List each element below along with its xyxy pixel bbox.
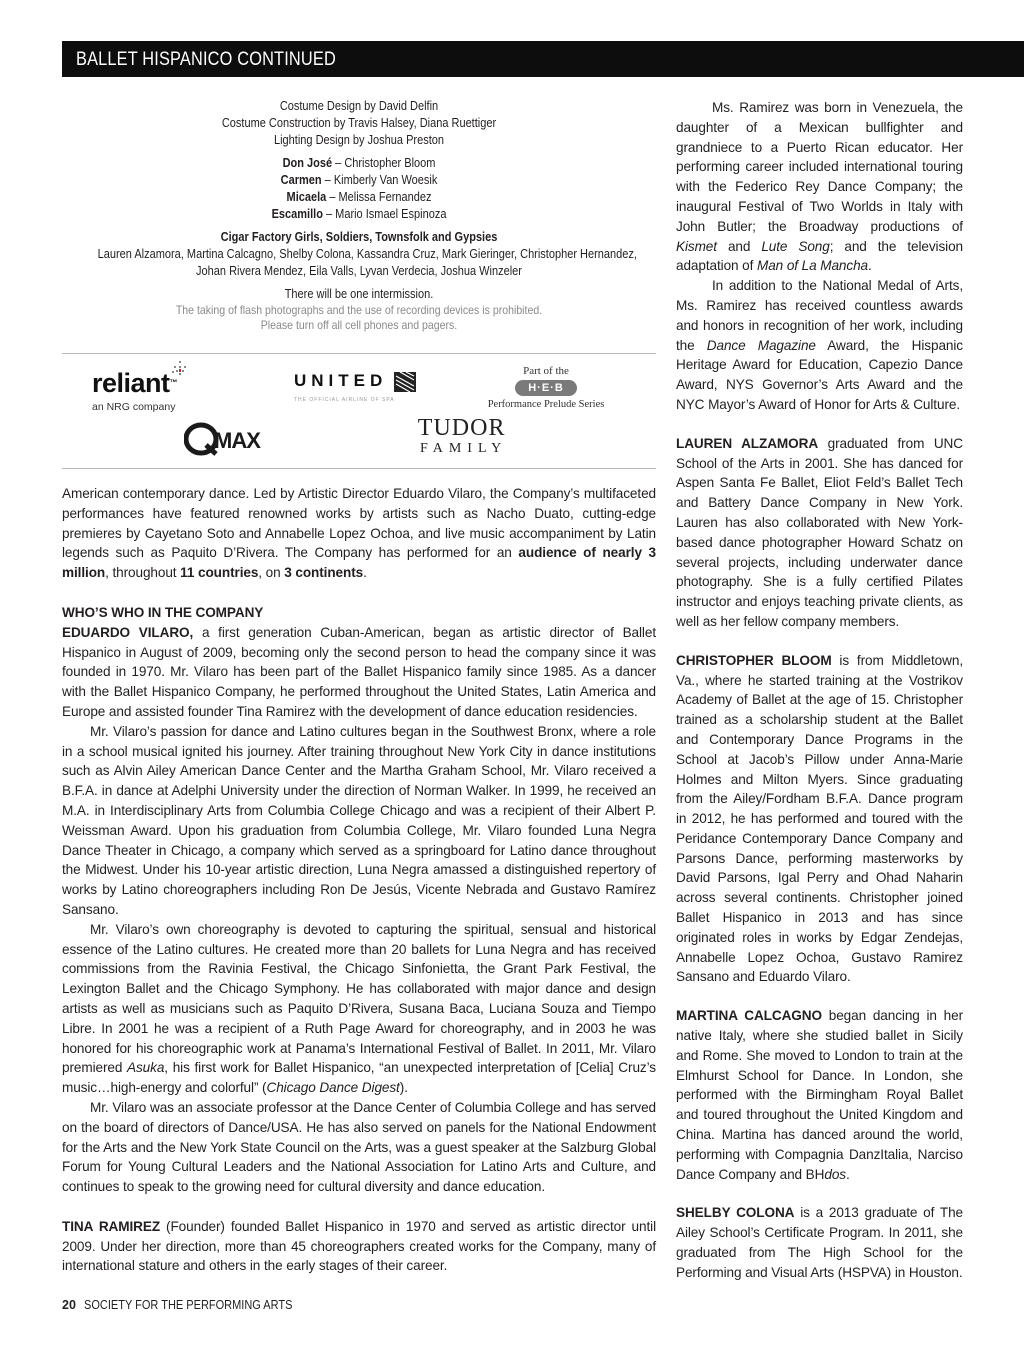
company-intro: American contemporary dance. Led by Artistic Director Eduardo Vilaro, the Company’s multifaceted performances have featured renowned works by artists such as Nacho Duato, cutting-edge premieres by Cayetano Soto and Annabelle Lopez Ochoa, and live music accompaniment by Latin legends such as Paquito D’Rivera. The Company has performed for an audience of nearly 3 million, throughout 11 countries, on 3 continents. [62,486,657,581]
credit-lighting-design: Lighting Design by Joshua Preston [273,133,445,147]
main-column [62,484,656,1276]
audience-highlight: audience of nearly 3 million [62,545,657,581]
cast-dancer: – Melissa Fernandez [326,190,432,204]
heb-prelude-logo [486,365,606,411]
page-number: 20 [62,1298,76,1312]
divider-top [62,353,656,354]
united-logo [294,371,395,403]
right-column [676,98,963,1283]
ensemble-names-line2: Johan Rivera Mendez, Eila Valls, Lyvan Verdecia, Joshua Winzeler [196,264,522,278]
bio-paragraph: Mr. Vilaro was an associate professor at the Dance Center of Columbia College and has served on the board of directors of Dance/USA. He has also served on panels for the National Endowment for the Arts and the New York State Council on the Arts, was a guest speaker at the Salzburg Global Forum for Young Cultural Leaders and the National Association for Latino Arts and Culture, and continues to speak to the growing need for cultural diversity and dance education. [62,1099,656,1195]
bio-tina-ramirez: TINA RAMIREZ (Founder) founded Ballet Hispanico in 1970 and served as artistic director until 2009. Under her direction, more than 45 choreographers created works for the Company, many of international stature and others in the early stages of their career. [62,1218,656,1274]
credit-costume-design: Costume Design by David Delfin [279,99,439,113]
bio-name: TINA RAMIREZ [62,1218,161,1234]
heb-series-name: Performance Prelude Series [487,399,605,410]
bio-name: CHRISTOPHER BLOOM [676,652,832,668]
bio-name: LAUREN ALZAMORA [676,435,819,451]
qmax-logo [184,421,284,457]
reliant-logo [92,369,177,413]
bio-lauren-alzamora: LAUREN ALZAMORA graduated from UNC School of the Arts in 2001. She has danced for Aspen Santa Fe Ballet, Eliot Feld’s Ballet Tech and Battery Dance Company in New York. Lauren has also collaborated with New York-based dance photographer Howard Schatz on several projects, including underwater dance photography. She is a fully certified Pilates instructor and enjoys teaching private clients, as well as her fellow company members. [676,435,963,629]
continents-highlight: 3 continents [284,565,364,581]
reliant-subtitle: an NRG company [92,401,176,413]
bio-name: EDUARDO VILARO, [62,624,194,640]
section-heading-whos-who: WHO’S WHO IN THE COMPANY [62,604,264,620]
cast-line [98,206,621,223]
bio-martina-calcagno: MARTINA CALCAGNO began dancing in her native Italy, where she studied ballet in Sicily and Rome. She moved to London to train at the Elmhurst School for Dance. In London, she performed with the Birmingham Royal Ballet and toured throughout the United Kingdom and China. Martina has danced around the world, performing with Compagnia DanzItalia, Narciso Dance Company and BHdos. [676,1008,964,1182]
cast-line [98,155,621,172]
credit-costume-construction: Costume Construction by Travis Halsey, Diana Ruettiger [221,116,497,130]
cast-dancer: – Kimberly Van Woesik [321,173,438,187]
production-credits [62,98,656,333]
bio-paragraph: Ms. Ramirez was born in Venezuela, the daughter of a Mexican bullfighter and grandniece to a Puerto Rican educator. Her performing career included international touring with the Federico Rey Dance Company; the inaugural Festival of Two Worlds in Italy with John Butler; the Broadway productions of Kismet and Lute Song; and the television adaptation of Man of La Mancha. [676,100,964,274]
heb-badge: H·E·B [515,380,577,396]
countries-highlight: 11 countries [180,565,259,581]
ensemble-title: Cigar Factory Girls, Soldiers, Townsfolk and Gypsies [220,230,498,244]
cast-role: Carmen [280,173,322,187]
bio-shelby-colona: SHELBY COLONA is a 2013 graduate of The Ailey School’s Certificate Program. In 2011, she graduated from The High School for the Performing and Visual Arts (HSPVA) in Houston. [676,1205,964,1280]
sponsor-logos [62,355,656,467]
cast-dancer: – Mario Ismael Espinoza [322,207,447,221]
tudor-family-logo [416,415,507,457]
bio-name: MARTINA CALCAGNO [676,1008,822,1024]
reliant-spark-icon [170,361,190,381]
bio-paragraph: Mr. Vilaro’s passion for dance and Latino cultures began in the Southwest Bronx, where a role in a school musical ignited his journey. After training throughout New York City in dance institutions such as Alvin Ailey American Dance Center and the Martha Graham School, Mr. Vilaro received a B.F.A. in dance at Adelphi University under the direction of Norman Walker. In 1999, he received an M.A. in Interdisciplinary Arts from Columbia College Chicago and was a recipient of their Albert P. Weissman Award. Upon his graduation from Columbia College, Mr. Vilaro founded Luna Negra Dance Theater in Chicago, a company which served as a springboard for Latino dance throughout the Midwest. Under his 10-year artistic direction, Luna Negra amassed a distinguished repertory of works by Latino choreographers including Ron De Jesús, Vicente Nebrada and Gustavo Ramírez Sansano. [62,723,656,917]
bio-paragraph: In addition to the National Medal of Arts, Ms. Ramirez has received countless awards and honors in recognition of her work, including the Dance Magazine Award, the Hispanic Heritage Award for Education, Capezio Dance Award, NYS Governor’s Arts Award and the NYC Mayor’s Award of Honor for Arts & Culture. [676,278,963,412]
publication-name: SOCIETY FOR THE PERFORMING ARTS [83,1298,293,1312]
qmax-wordmark: MAX [214,428,260,453]
bio-paragraph: Mr. Vilaro’s own choreography is devoted to capturing the spiritual, sensual and historical essence of the Latino cultures. He created more than 20 ballets for Luna Negra and has received commissions from the Ravinia Festival, the Chicago Sinfonietta, the Grant Park Festival, the Lexington Ballet and the Chicago Symphony. He has collaborated with major dance and design artists as well as musicians such as Paquito D’Rivera, Susana Baca, Luciana Souza and Tiempo Libre. In 2001 he was a recipient of a Ruth Page Award for choreography, and in 2003 he was honored for his choreographic work at Panama’s International Festival of Ballet. In 2011, Mr. Vilaro premiered Asuka, his first work for Ballet Hispanico, “an unexpected interpretation of [Celia] Cruz’s music…high-energy and colorful” (Chicago Dance Digest). [62,921,656,1096]
bio-name: SHELBY COLONA [676,1205,795,1221]
section-header-bar [62,41,1024,77]
phones-notice: Please turn off all cell phones and pagers. [260,318,458,332]
cast-line [98,172,621,189]
divider-bottom [62,468,656,469]
tudor-wordmark: TUDOR [417,415,506,441]
page-footer [62,1298,321,1312]
united-globe-icon [394,372,416,392]
intermission-note: There will be one intermission. [284,287,434,301]
united-tagline: THE OFFICIAL AIRLINE OF SPA [294,397,395,403]
ensemble-names-line1: Lauren Alzamora, Martina Calcagno, Shelby Colona, Kassandra Cruz, Mark Gieringer, Christopher Hernandez, [97,247,637,261]
section-header-title: BALLET HISPANICO CONTINUED [76,49,336,70]
cast-role: Micaela [286,190,327,204]
bio-christopher-bloom: CHRISTOPHER BLOOM is from Middletown, Va., where he started training at the Vostrikov Academy of Ballet at the age of 15. Christopher trained as a scholarship student at the Ballet and Contemporary Dance Programs in the School at Jacob’s Pillow under Anna-Marie Holmes and Milton Myers. Since graduating from the Ailey/Fordham B.F.A. Dance program in 2012, he has performed and toured with the Peridance Contemporary Dance Company and Parsons Dance, performing masterworks by David Parsons, Igal Perry and Ohad Naharin across several continents. Christopher joined Ballet Hispanico in 2013 and has since originated roles in works by Edgar Zendejas, Annabelle Lopez Ochoa, Gustavo Ramirez Sansano and Eduardo Vilaro. [676,652,963,985]
bio-eduardo-vilaro: EDUARDO VILARO, a first generation Cuban-American, began as artistic director of Ballet Hispanico in August of 2009, becoming only the second person to head the company since it was founded in 1970. Mr. Vilaro has been part of the Ballet Hispanico family since 1985. As a dancer with the Ballet Hispanico Company, he performed throughout the United States, Latin America and Europe and assisted founder Tina Ramirez with the development of dance education residencies. [62,624,656,719]
cast-line [98,189,621,206]
cast-role: Escamillo [271,207,323,221]
united-wordmark: UNITED [294,371,388,390]
tudor-family-word: FAMILY [420,441,508,456]
reliant-wordmark: reliant [92,368,170,398]
cast-dancer: – Christopher Bloom [332,156,436,170]
recording-notice: The taking of flash photographs and the use of recording devices is prohibited. [175,303,543,317]
cast-role: Don José [282,156,333,170]
reliant-trademark: ™ [169,378,178,387]
heb-part-of: Part of the [523,365,569,377]
